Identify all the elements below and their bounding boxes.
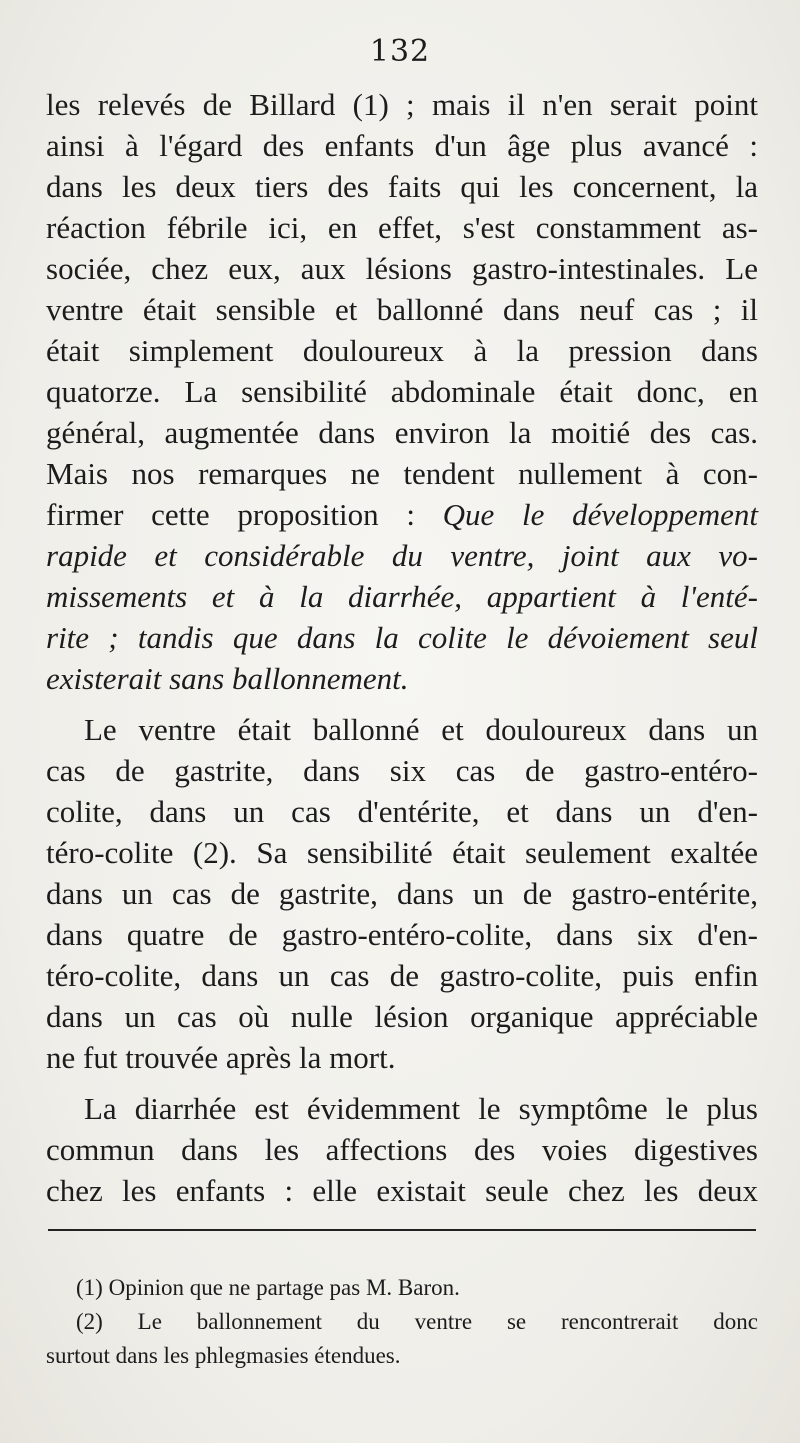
text-line: dans un cas où nulle lésion organique appréciable	[46, 999, 758, 1034]
footnote-divider	[48, 1229, 756, 1231]
text-line: les relevés de Billard (1) ; mais il n'en serait point	[46, 87, 758, 122]
text-line: dans quatre de gastro-entéro-colite, dans six d'en-	[46, 917, 758, 952]
text-line: chez les enfants : elle existait seule chez les deux	[46, 1173, 758, 1208]
italic-quote: Que le développement	[442, 497, 758, 532]
text-line: était simplement douloureux à la pression dans	[46, 333, 758, 368]
text-line: commun dans les affections des voies digestives	[46, 1132, 758, 1167]
text-line: dans les deux tiers des faits qui les concernent, la	[46, 169, 758, 204]
text-line: général, augmentée dans environ la moitié des cas.	[46, 415, 758, 450]
italic-quote-line: existerait sans ballonnement.	[46, 661, 409, 696]
text-line: réaction fébrile ici, en effet, s'est constamment as-	[46, 210, 758, 245]
italic-quote-line: rite ; tandis que dans la colite le dévoiement seul	[46, 620, 758, 655]
text-line: téro-colite, dans un cas de gastro-colite, puis enfin	[46, 958, 758, 993]
text-line: ventre était sensible et ballonné dans neuf cas ; il	[46, 292, 758, 327]
text-line: ainsi à l'égard des enfants d'un âge plus avancé :	[46, 128, 758, 163]
footnote-marker: (1)	[76, 1275, 103, 1300]
text-line: ne fut trouvée après la mort.	[46, 1040, 396, 1075]
text-line-mixed	[46, 494, 758, 535]
italic-quote-line: rapide et considérable du ventre, joint aux vo-	[46, 538, 758, 573]
footnote-2	[46, 1305, 758, 1339]
footnote-1	[46, 1271, 758, 1305]
footnote-text: Le ballonnement du ventre se rencontrerait donc	[137, 1309, 758, 1334]
footnote-2-continuation: surtout dans les phlegmasies étendues.	[46, 1343, 401, 1368]
text-line: quatorze. La sensibilité abdominale était donc, en	[46, 374, 758, 409]
roman-text: firmer cette proposition :	[46, 497, 443, 532]
footnotes	[46, 1271, 758, 1373]
text-line: colite, dans un cas d'entérite, et dans un d'en-	[46, 794, 758, 829]
footnote-text: Opinion que ne partage pas M. Baron.	[108, 1275, 460, 1300]
text-line: La diarrhée est évidemment le symptôme le plus	[84, 1091, 758, 1126]
footnote-marker: (2)	[76, 1309, 103, 1334]
text-line: cas de gastrite, dans six cas de gastro-entéro-	[46, 753, 758, 788]
text-line: dans un cas de gastrite, dans un de gastro-entérite,	[46, 876, 758, 911]
text-line: téro-colite (2). Sa sensibilité était seulement exaltée	[46, 835, 758, 870]
text-line: sociée, chez eux, aux lésions gastro-intestinales. Le	[46, 251, 758, 286]
text-line: Mais nos remarques ne tendent nullement à con-	[46, 456, 758, 491]
text-line: Le ventre était ballonné et douloureux dans un	[84, 712, 758, 747]
body-text	[46, 84, 758, 1211]
page-number: 132	[369, 34, 431, 69]
italic-quote-line: missements et à la diarrhée, appartient à l'enté-	[46, 579, 758, 614]
